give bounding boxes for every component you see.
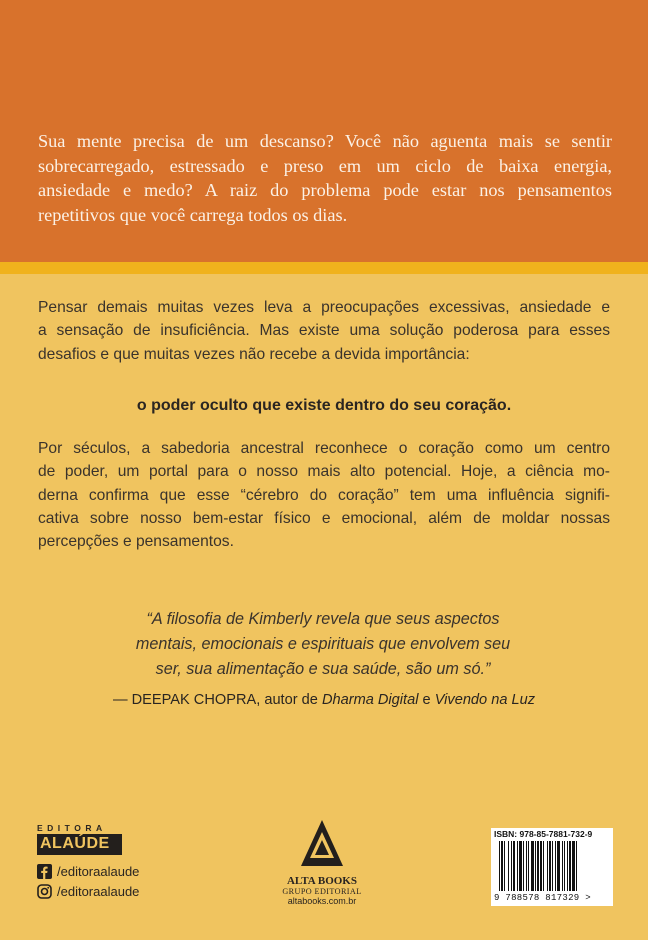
barcode-bar (511, 841, 512, 891)
barcode-bar (535, 841, 536, 891)
highlight-statement: o poder oculto que existe dentro do seu coração. (136, 397, 512, 414)
alta-books-name: ALTA BOOKS (286, 875, 357, 887)
paragraph-line: cativa sobre nosso bem-estar físico e emocional, além de moldar nossas (38, 509, 610, 527)
instagram-icon (37, 884, 52, 899)
barcode-bar (567, 841, 568, 891)
barcode-bar (531, 841, 534, 891)
alta-books-url: altabooks.com.br (287, 896, 357, 906)
facebook-handle[interactable] (37, 864, 139, 879)
accent-stripe (0, 262, 648, 274)
barcode-bar (564, 841, 565, 891)
paragraph-line: percepções e pensamentos. (38, 533, 234, 551)
attribution-connector: e (418, 692, 435, 708)
barcode-bar (504, 841, 505, 891)
book-title-1: Dharma Digital (321, 692, 419, 708)
barcode-bar (519, 841, 522, 891)
barcode-bar (501, 841, 503, 891)
facebook-handle-text: /editoraalaude (57, 864, 140, 879)
paragraph-line: Pensar demais muitas vezes leva a preocupações excessivas, ansiedade e (38, 299, 610, 316)
isbn-barcode-box (491, 828, 613, 906)
intro-line: repetitivos que você carrega todos os dias. (38, 204, 348, 225)
barcode-bar (555, 841, 556, 891)
quote-line: “A filosofia de Kimberly revela que seus aspectos (146, 610, 500, 628)
barcode-bar (557, 841, 560, 891)
attribution-prefix: — DEEPAK CHOPRA, autor de (112, 692, 322, 708)
facebook-icon (37, 864, 52, 879)
isbn-digits: 9 788578 817329 > (494, 893, 591, 903)
barcode-bar (552, 841, 553, 891)
alaude-logo (37, 823, 125, 855)
alaude-brand: ALAÚDE (37, 834, 122, 855)
book-title-2: Vivendo na Luz (434, 692, 536, 708)
barcode-bar (508, 841, 509, 891)
isbn-label: ISBN: 978-85-7881-732-9 (494, 829, 593, 839)
barcode-bar (513, 841, 515, 891)
paragraph-line: derna confirma que esse “cérebro do coração” tem uma influência signifi- (38, 486, 610, 504)
barcode-bar (526, 841, 527, 891)
quote-attribution (0, 692, 648, 708)
intro-line: sobrecarregado, estressado e preso em um ciclo de baixa energia, (38, 155, 612, 176)
intro-paragraph (38, 129, 612, 227)
barcode-bar (499, 841, 500, 891)
barcode-bar (562, 841, 563, 891)
quote-line: ser, sua alimentação e sua saúde, são um só.” (155, 660, 491, 678)
instagram-handle[interactable] (37, 884, 139, 899)
paragraph-line: Por séculos, a sabedoria ancestral reconhece o coração como um centro (38, 440, 610, 457)
quote-line: mentais, emocionais e espirituais que envolvem seu (135, 635, 511, 653)
endorsement-quote (96, 607, 550, 682)
barcode-bar (547, 841, 548, 891)
barcode-bar (572, 841, 575, 891)
barcode-bar (523, 841, 524, 891)
barcode-bar (543, 841, 544, 891)
intro-line: ansiedade e medo? A raiz do problema pode estar nos pensamentos (38, 180, 612, 200)
instagram-handle-text: /editoraalaude (57, 884, 140, 899)
paragraph-line: de poder, um portal para o nosso mais alto potencial. Hoje, a ciência mo- (38, 463, 610, 481)
barcode-bar (549, 841, 551, 891)
alta-books-mark-icon (297, 818, 347, 868)
barcode-bar (569, 841, 571, 891)
paragraph-line: desafios e que muitas vezes não recebe a devida importância: (38, 345, 470, 363)
barcode-bar (528, 841, 529, 891)
alta-books-group: GRUPO EDITORIAL (282, 887, 362, 896)
barcode-bar (540, 841, 542, 891)
barcode (491, 841, 613, 893)
barcode-bar (517, 841, 518, 891)
body-paragraph-1 (38, 296, 610, 366)
intro-line: Sua mente precisa de um descanso? Você não aguenta mais se sentir (38, 131, 612, 151)
editora-label: EDITORA (37, 823, 107, 833)
barcode-bar (576, 841, 577, 891)
body-paragraph-2 (38, 437, 610, 553)
alta-books-logo (262, 818, 382, 906)
barcode-bar (537, 841, 539, 891)
paragraph-line: a sensação de insuficiência. Mas existe uma solução poderosa para esses (38, 322, 610, 340)
